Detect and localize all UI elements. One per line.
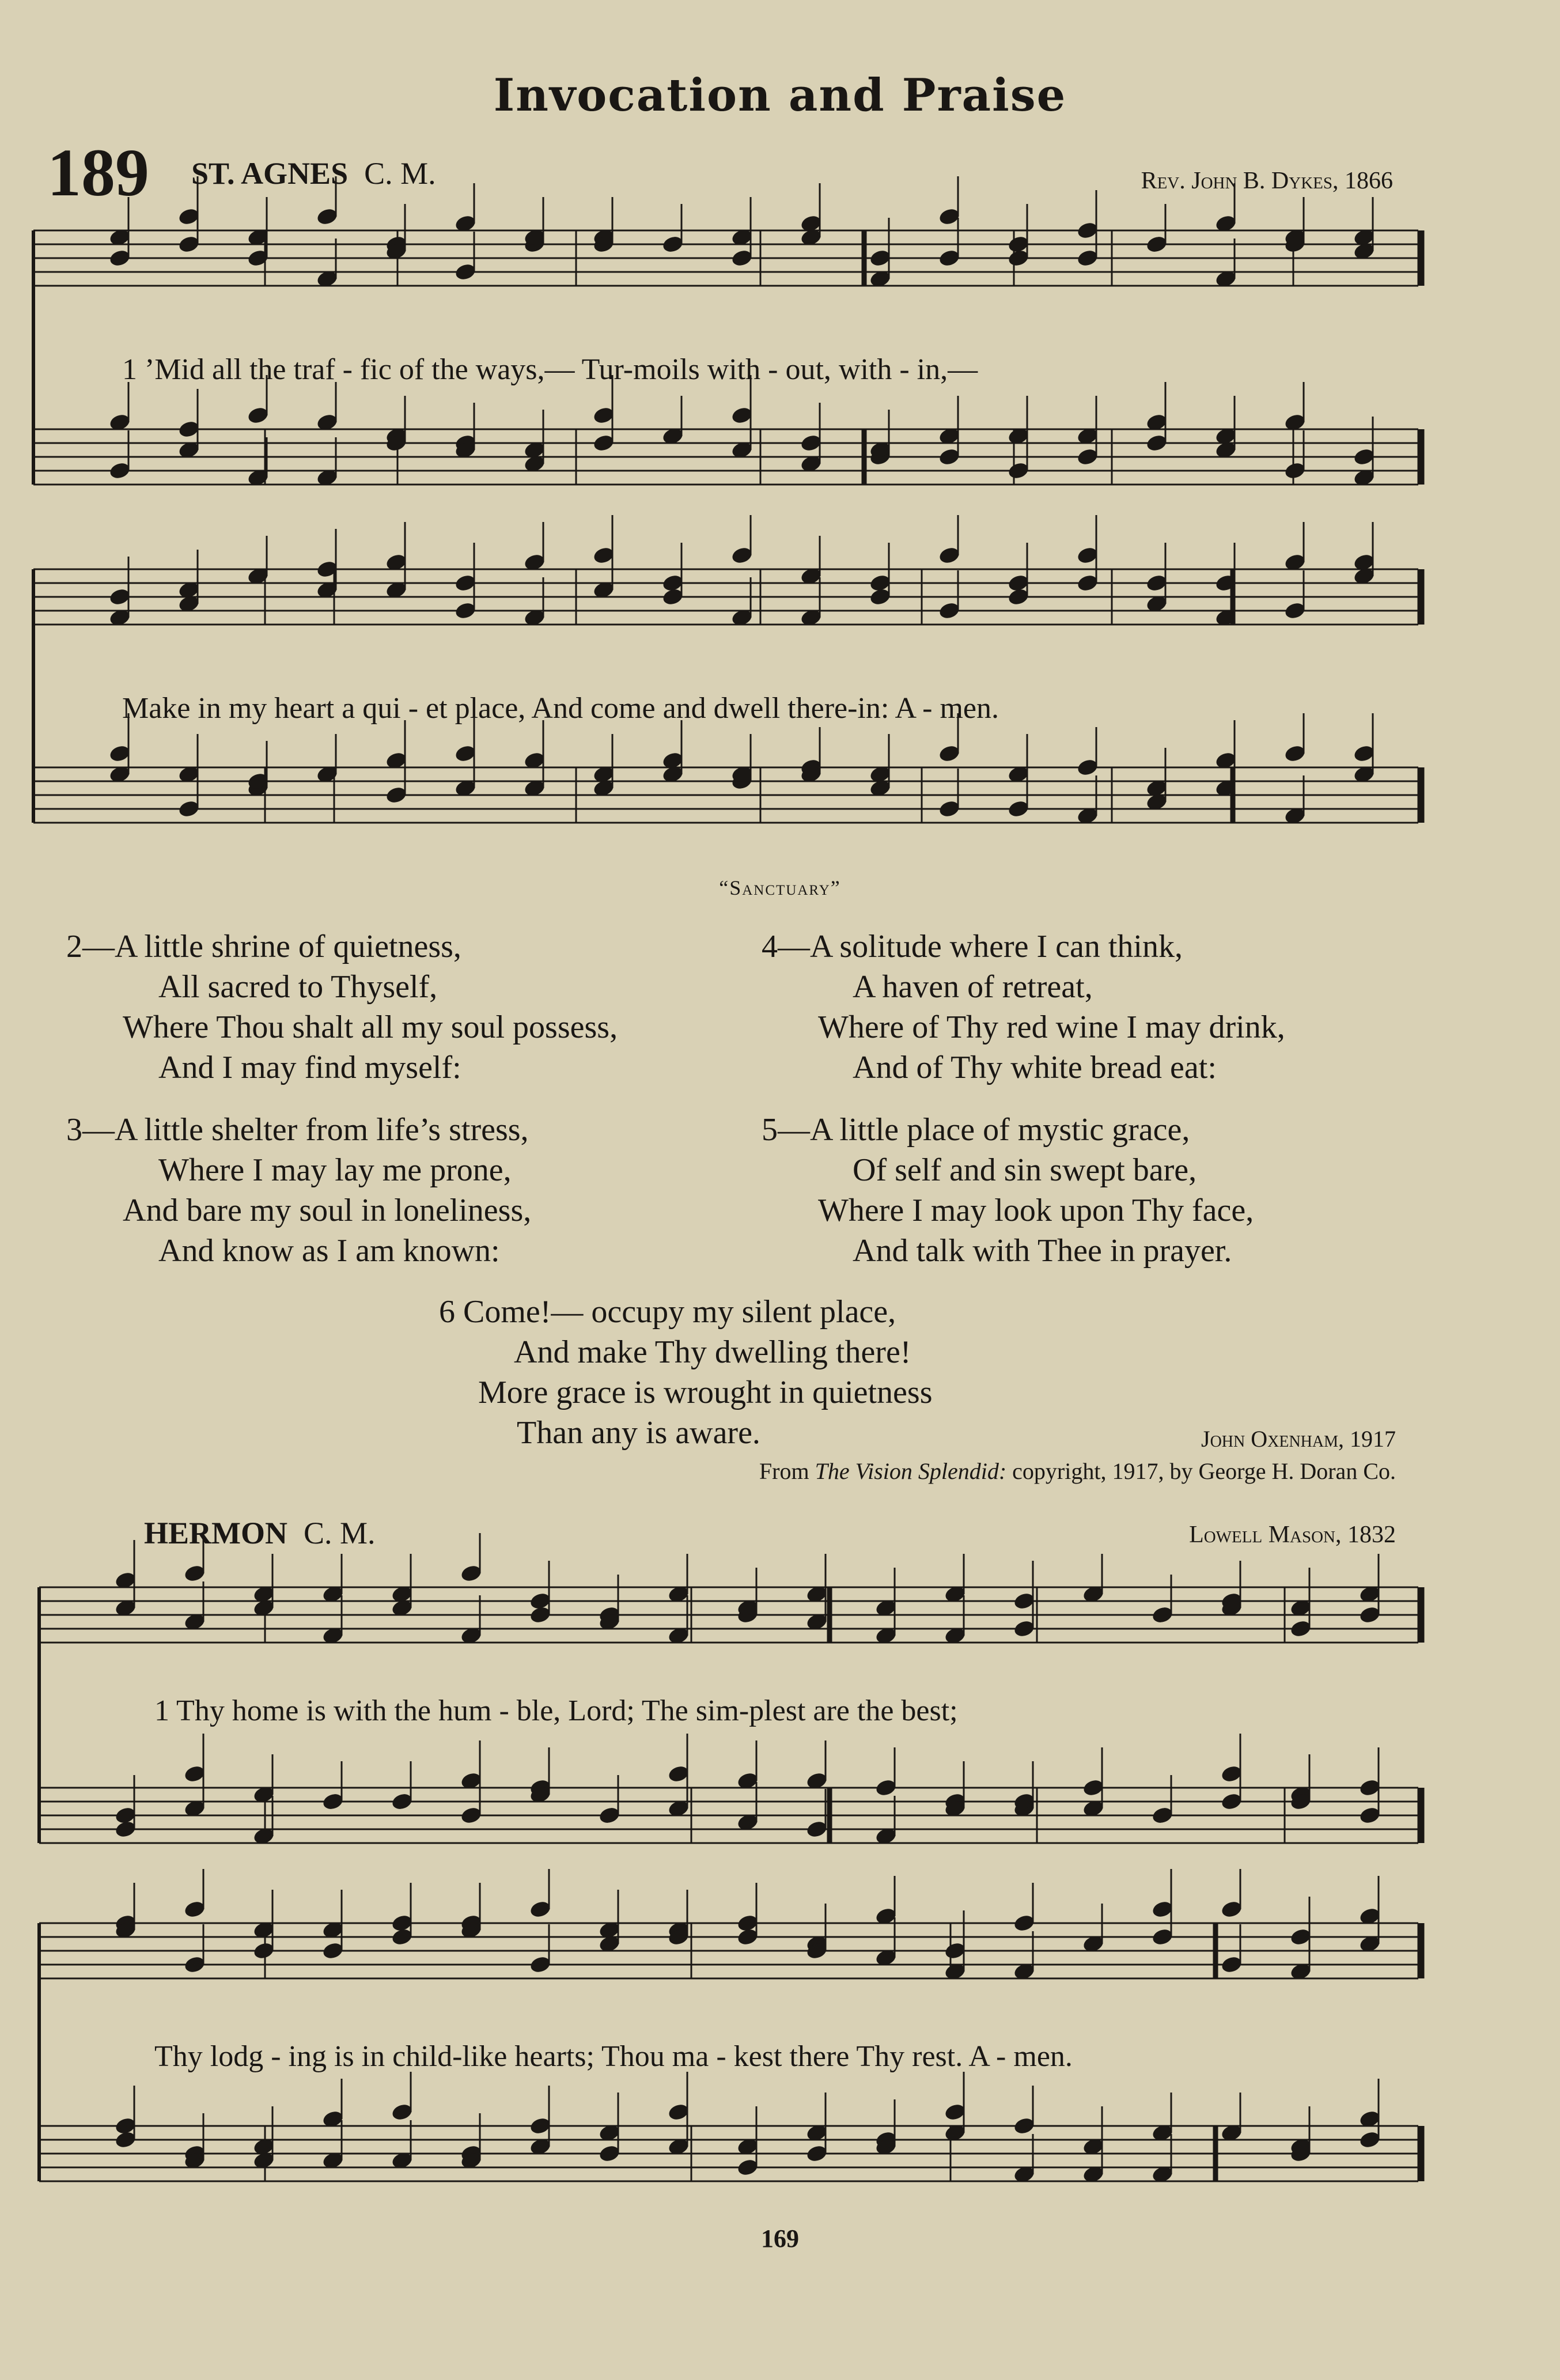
lyric-line-2: Thy lodg - ing is in child-like hearts; Thou ma - kest there Thy rest. A - men. xyxy=(154,2040,1073,2073)
verse-line: All sacred to Thyself, xyxy=(158,969,438,1005)
verse-line: And talk with Thee in prayer. xyxy=(853,1233,1232,1269)
verse-3 xyxy=(66,1110,531,1271)
verse-line: Of self and sin swept bare, xyxy=(853,1152,1197,1188)
verse-line: A haven of retreat, xyxy=(853,969,1093,1005)
lyric-line-1: 1 ’Mid all the traf - fic of the ways,— Tur-moils with - out, with - in,— xyxy=(122,353,978,386)
verse-6 xyxy=(439,1292,932,1453)
copyright-source xyxy=(759,1458,1396,1485)
source-title: The Vision Splendid: xyxy=(815,1458,1007,1484)
verse-line: 2—A little shrine of quietness, xyxy=(66,929,461,964)
verse-line: 4—A solitude where I can think, xyxy=(762,929,1183,964)
tune-name: HERMON xyxy=(144,1516,287,1550)
hymn-title: “Sanctuary” xyxy=(719,876,841,899)
verse-5 xyxy=(762,1110,1254,1271)
verse-line: And of Thy white bread eat: xyxy=(853,1050,1217,1085)
source-prefix: From xyxy=(759,1458,809,1484)
lyric-line-2: Make in my heart a qui - et place, And come and dwell there-in: A - men. xyxy=(122,692,999,725)
meter: C. M. xyxy=(304,1516,376,1550)
meter: C. M. xyxy=(364,156,436,191)
tune-name: ST. AGNES xyxy=(191,156,349,191)
verse-line: Where Thou shalt all my soul possess, xyxy=(123,1009,618,1045)
verse-line: And know as I am known: xyxy=(158,1233,500,1269)
source-rest: copyright, 1917, by George H. Doran Co. xyxy=(1012,1458,1396,1484)
verse-line: Where I may lay me prone, xyxy=(158,1152,512,1188)
verse-line: And bare my soul in loneliness, xyxy=(123,1193,532,1228)
verse-line: Where of Thy red wine I may drink, xyxy=(818,1009,1285,1045)
verse-line: 3—A little shelter from life’s stress, xyxy=(66,1112,529,1148)
verse-line: And I may find myself: xyxy=(158,1050,461,1085)
author-credit: John Oxenham, 1917 xyxy=(1201,1426,1396,1452)
verse-2 xyxy=(66,926,618,1088)
verse-line: Than any is aware. xyxy=(517,1415,760,1451)
page-number: 169 xyxy=(761,2224,799,2253)
composer-credit: Rev. John B. Dykes, 1866 xyxy=(1141,168,1393,194)
lyric-line-1: 1 Thy home is with the hum - ble, Lord; The sim-plest are the best; xyxy=(154,1694,958,1727)
verse-line: 6 Come!— occupy my silent place, xyxy=(439,1294,896,1330)
tune-name-hermon xyxy=(144,1515,376,1551)
composer-credit: Lowell Mason, 1832 xyxy=(1189,1522,1396,1548)
verse-line: And make Thy dwelling there! xyxy=(514,1334,911,1370)
hymn-number: 189 xyxy=(47,135,149,210)
verse-line: More grace is wrought in quietness xyxy=(478,1375,933,1410)
verse-line: 5—A little place of mystic grace, xyxy=(762,1112,1190,1148)
section-title: Invocation and Praise xyxy=(493,69,1067,122)
verse-line: Where I may look upon Thy face, xyxy=(818,1193,1254,1228)
verse-4 xyxy=(762,926,1285,1088)
